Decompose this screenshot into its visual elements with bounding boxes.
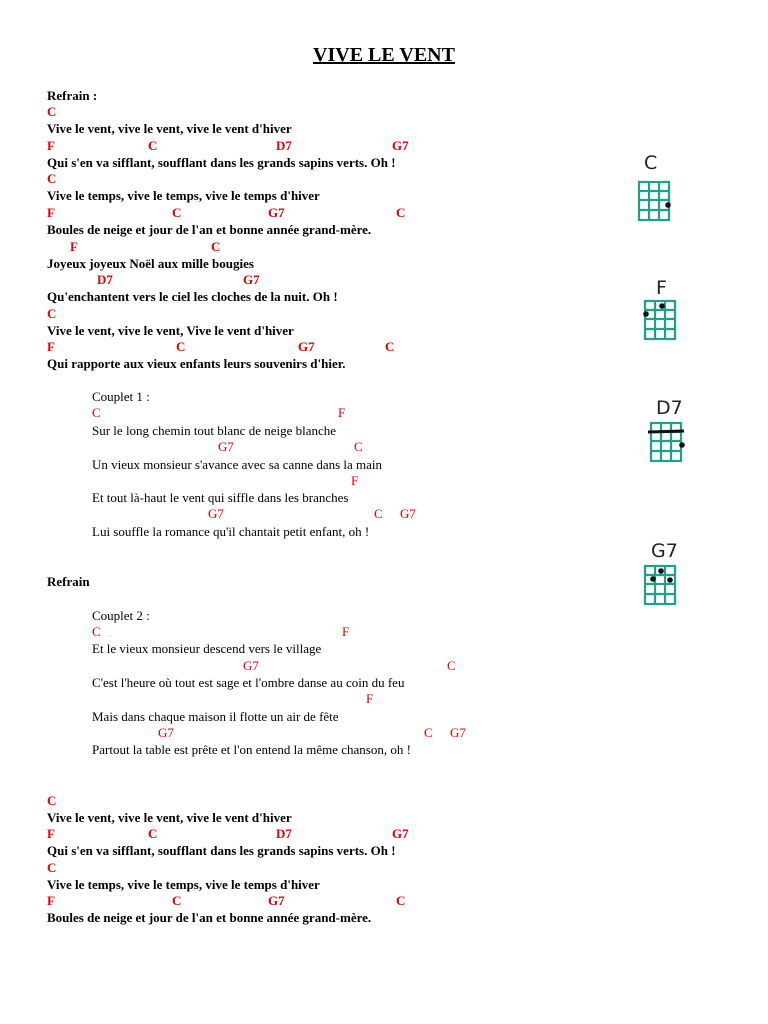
chord: C [447,658,456,673]
lyric-line: Qui s'en va sifflant, soufflant dans les grands sapins verts. Oh ! [47,155,396,170]
couplet1-heading: Couplet 1 : [92,389,150,404]
song-title: VIVE LE VENT [313,44,455,66]
chord: G7 [208,506,224,521]
chord: G7 [218,439,234,454]
chord-line [0,859,768,876]
chord: G7 [400,506,416,521]
chord: F [338,405,346,420]
chord: F [47,893,55,908]
chord: G7 [243,658,259,673]
chord-diagram-label: F [656,277,667,299]
chord: F [366,691,374,706]
chord-diagram-label: C [644,152,658,174]
chord-line [0,690,768,707]
lyric-line: Boules de neige et jour de l'an et bonne année grand-mère. [47,222,372,237]
chord: C [148,138,158,153]
lyric-line: Et tout là-haut le vent qui siffle dans les branches [92,490,349,505]
refrain-heading: Refrain : [47,88,98,103]
couplet2-heading: Couplet 2 : [92,608,150,623]
lyric-line: Partout la table est prête et l'on entend la même chanson, oh ! [92,742,411,757]
chord: G7 [268,205,285,220]
chord: C [47,104,57,119]
lyric-line: Vive le vent, vive le vent, vive le vent d'hiver [47,121,292,136]
lyric-line: Vive le vent, vive le vent, Vive le vent d'hiver [47,323,294,338]
chord-diagrams [618,150,708,630]
chord: C [176,339,186,354]
chord: C [47,306,57,321]
chord: F [47,826,55,841]
chord: C [172,893,182,908]
chord-line [0,792,768,809]
chord: F [47,205,55,220]
lyric-line: Joyeux joyeux Noël aux mille bougies [47,256,254,271]
chord-diagram-c [618,150,708,260]
chord: C [354,439,363,454]
lyric-line: Lui souffle la romance qu'il chantait petit enfant, oh ! [92,524,370,539]
lyric-line: Qu'enchantent vers le ciel les cloches de la nuit. Oh ! [47,289,338,304]
chord: C [424,725,433,740]
chord: D7 [97,272,113,287]
chord: F [70,239,78,254]
chord: G7 [243,272,260,287]
chord: D7 [276,138,292,153]
chord: G7 [158,725,174,740]
lyric-line: Vive le vent, vive le vent, vive le vent d'hiver [47,810,292,825]
lyric-line: C'est l'heure où tout est sage et l'ombre danse au coin du feu [92,675,405,690]
chord: F [351,473,359,488]
lyric-line: Un vieux monsieur s'avance avec sa canne dans la main [92,457,383,472]
ukulele-chord-f-icon [618,297,708,377]
chord: C [47,171,57,186]
lyric-line: Qui s'en va sifflant, soufflant dans les grands sapins verts. Oh ! [47,843,396,858]
chord-diagram-label: D7 [656,397,683,419]
chord: F [47,339,55,354]
chord: G7 [298,339,315,354]
chord: G7 [450,725,466,740]
lyric-line: Vive le temps, vive le temps, vive le temps d'hiver [47,188,320,203]
chord-line [0,657,768,674]
chord-line [0,724,768,741]
chord: C [148,826,158,841]
refrain-label: Refrain [47,574,90,589]
ukulele-chord-g7-icon [618,562,708,642]
chord-diagram-g7 [618,538,708,648]
lyric-line: Mais dans chaque maison il flotte un air de fête [92,709,339,724]
chord: G7 [268,893,285,908]
chord-line [0,103,768,120]
lyric-line: Sur le long chemin tout blanc de neige blanche [92,423,337,438]
lyric-line: Et le vieux monsieur descend vers le village [92,641,322,656]
lyric-line: Vive le temps, vive le temps, vive le temps d'hiver [47,877,320,892]
ukulele-chord-d7-icon [618,419,708,499]
chord-line [0,892,768,909]
chord: C [374,506,383,521]
chord: C [172,205,182,220]
chord: C [396,893,406,908]
chord: C [92,624,101,639]
ukulele-chord-c-icon [618,178,708,258]
chord: F [47,138,55,153]
chord-diagram-f [618,275,708,385]
chord-diagram-label: G7 [651,540,678,562]
chord-line [0,825,768,842]
lyric-line: Qui rapporte aux vieux enfants leurs souvenirs d'hier. [47,356,346,371]
chord: C [47,793,57,808]
chord: G7 [392,138,409,153]
chord: F [342,624,350,639]
chord: C [396,205,406,220]
chord-diagram-d7 [618,395,708,505]
lyric-line: Boules de neige et jour de l'an et bonne année grand-mère. [47,910,372,925]
chord: C [385,339,395,354]
chord: C [211,239,221,254]
chord: C [92,405,101,420]
chord: C [47,860,57,875]
chord: G7 [392,826,409,841]
chord: D7 [276,826,292,841]
